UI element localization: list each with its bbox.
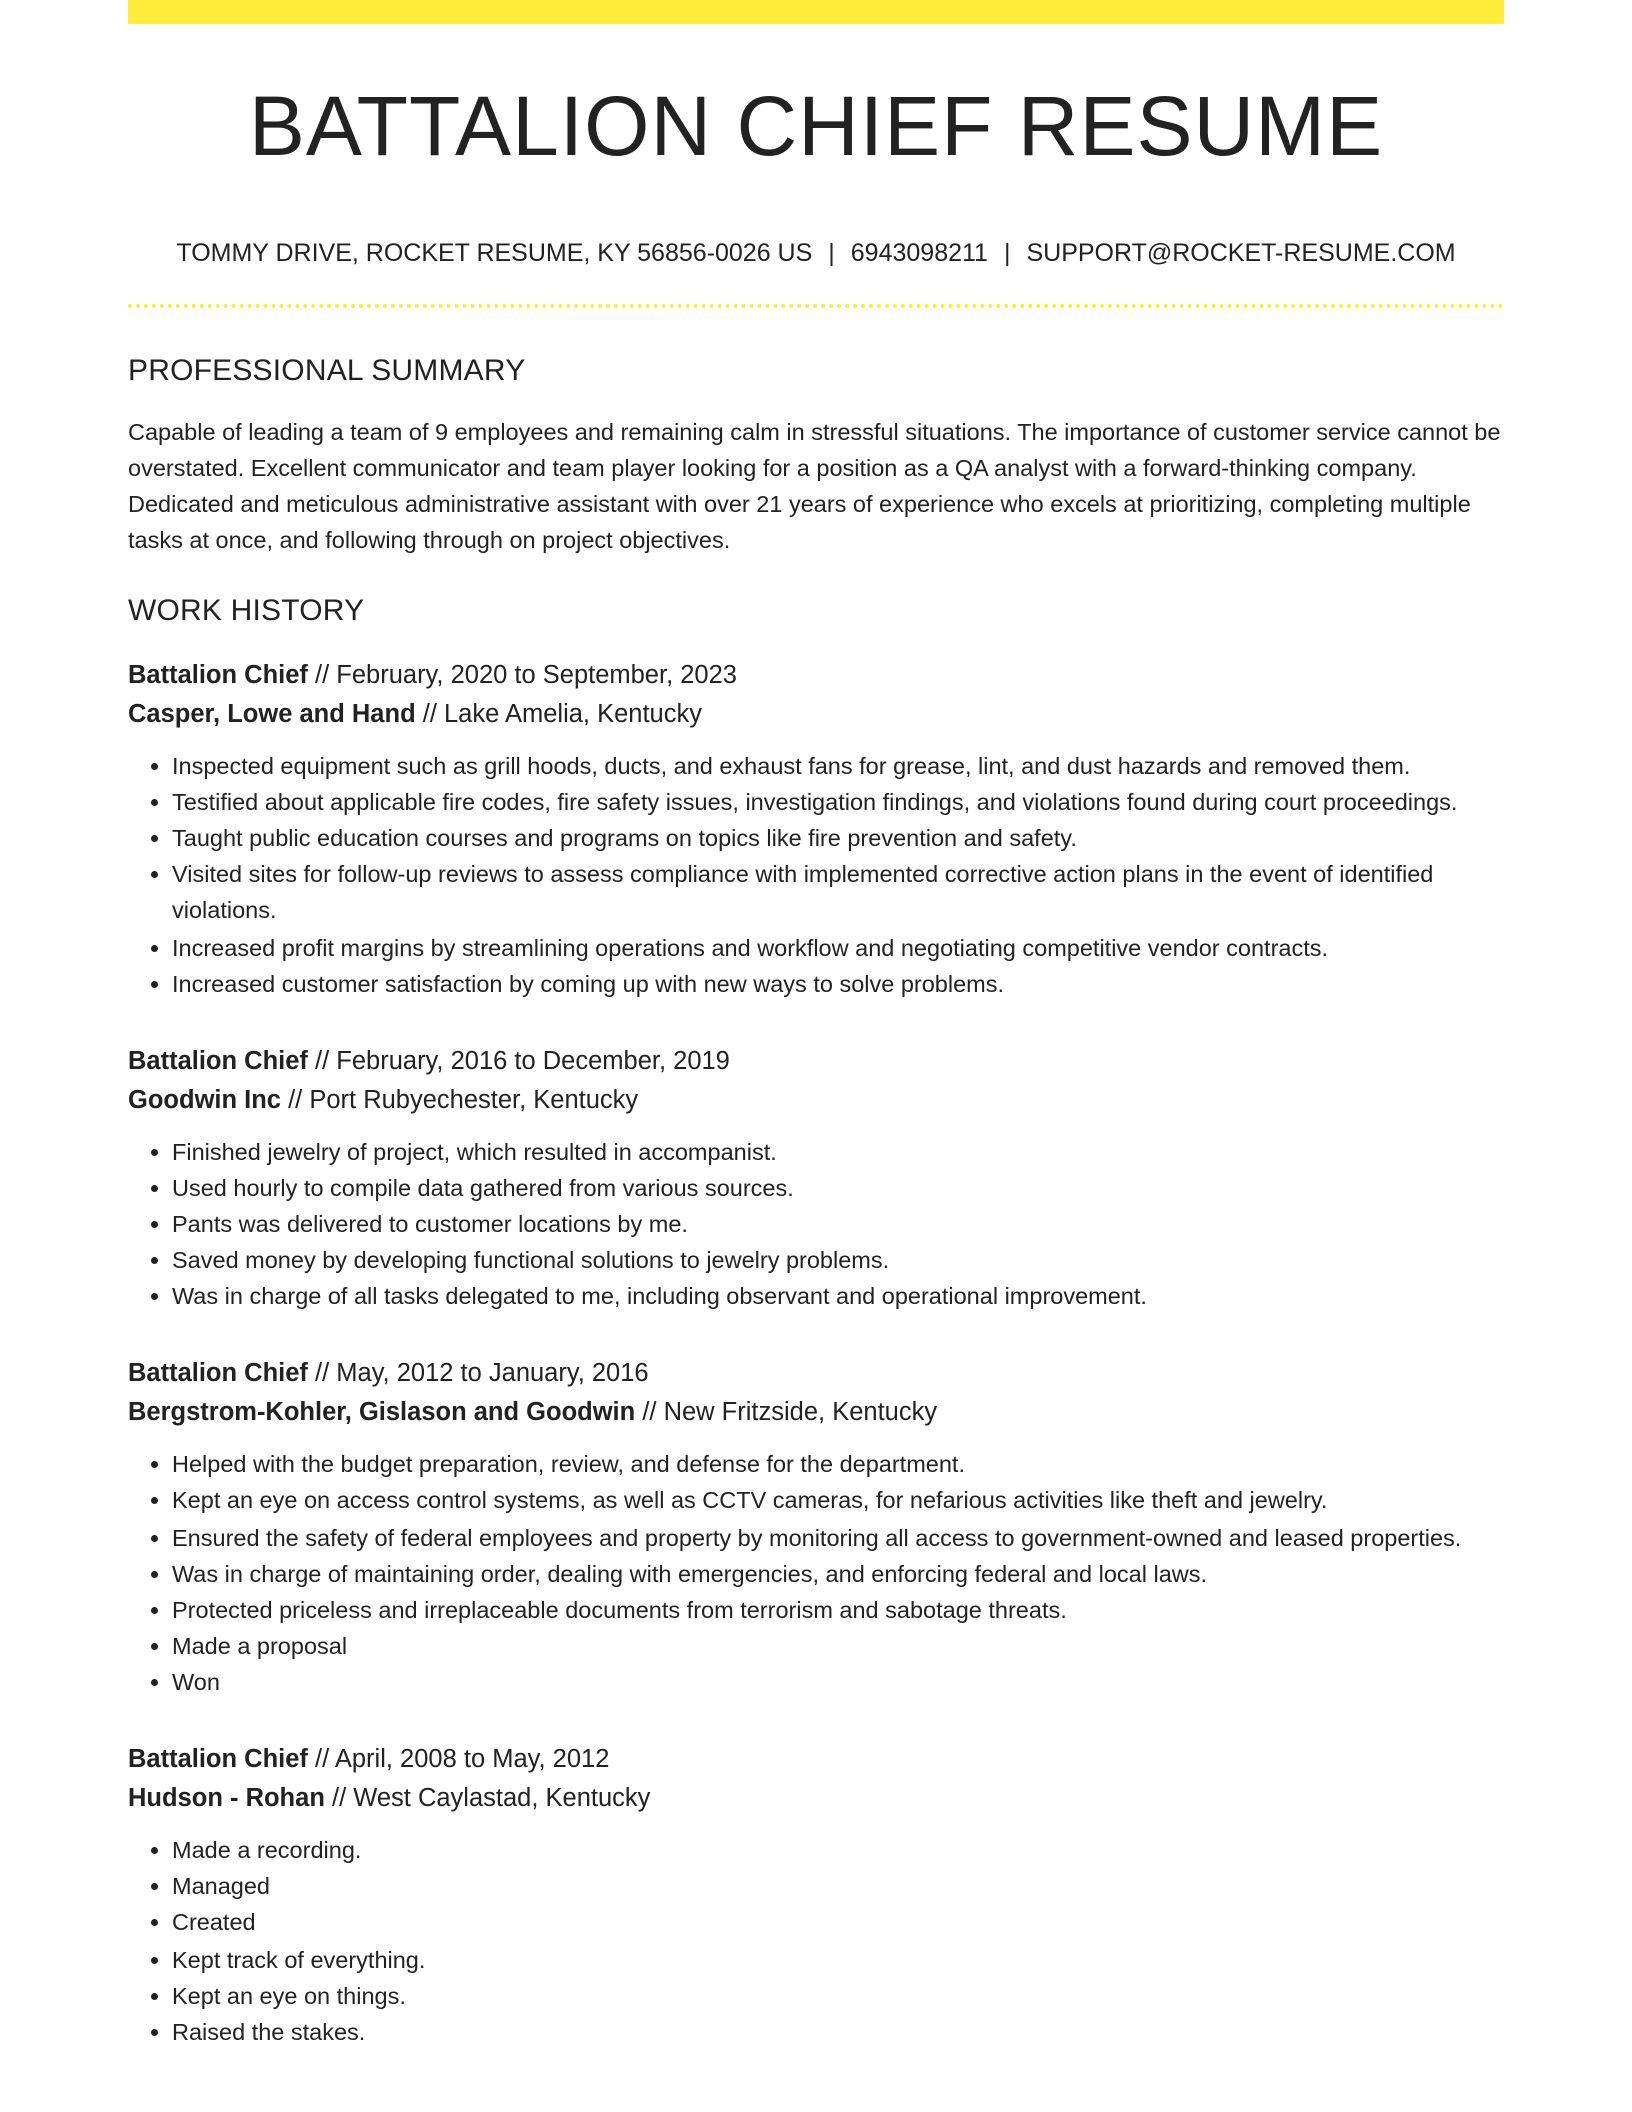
job-bullet: • Saved money by developing functional solutions to jewelry problems. [172, 1242, 1504, 1278]
accent-top-bar [128, 0, 1504, 24]
job-company-line [128, 1779, 1504, 1818]
job-bullet: • Ensured the safety of federal employees and property by monitoring all access to government-owned and leased properties. [172, 1520, 1504, 1556]
summary-text: Capable of leading a team of 9 employees and remaining calm in stressful situations. The importance of customer service cannot be overstated. Excellent communicator and team player looking for a position as a QA analyst with a forward-thinking company. Dedicated and meticulous administrative assistant with over 21 years of experience who excels at prioritizing, completing multiple tasks at once, and following through on project objectives. [128, 419, 1501, 553]
job-title-line [128, 1042, 1504, 1081]
job-entry [128, 656, 1504, 1002]
job-location: // Port Rubyechester, Kentucky [288, 1086, 639, 1114]
job-company-line [128, 1393, 1504, 1432]
job-company: Bergstrom-Kohler, Gislason and Goodwin [128, 1398, 636, 1426]
work-history-heading: WORK HISTORY [128, 594, 365, 627]
job-bullet: • Managed [172, 1868, 1504, 1904]
job-bullet: • Was in charge of maintaining order, dealing with emergencies, and enforcing federal and local laws. [172, 1556, 1504, 1592]
job-company: Hudson - Rohan [128, 1784, 325, 1812]
job-bullet: • Helped with the budget preparation, review, and defense for the department. [172, 1446, 1504, 1482]
job-company-line [128, 695, 1504, 734]
job-company: Casper, Lowe and Hand [128, 700, 416, 728]
job-bullet: • Raised the stakes. [172, 2014, 1504, 2050]
job-bullet: • Was in charge of all tasks delegated to me, including observant and operational improvement. [172, 1278, 1504, 1314]
contact-address: TOMMY DRIVE, ROCKET RESUME, KY 56856-0026 US [176, 239, 813, 267]
job-title: Battalion Chief [128, 661, 308, 689]
resume-page [128, 0, 1504, 2050]
job-bullets [128, 1134, 1504, 1314]
job-bullet: • Pants was delivered to customer locations by me. [172, 1206, 1504, 1242]
job-entry [128, 1042, 1504, 1314]
job-bullet: • Made a recording. [172, 1832, 1504, 1868]
job-bullet: • Created [172, 1904, 1504, 1940]
job-bullet: • Used hourly to compile data gathered from various sources. [172, 1170, 1504, 1206]
job-dates: // April, 2008 to May, 2012 [315, 1745, 610, 1773]
job-bullet: • Made a proposal [172, 1628, 1504, 1664]
job-bullet: • Taught public education courses and programs on topics like fire prevention and safety. [172, 820, 1504, 856]
job-dates: // May, 2012 to January, 2016 [315, 1359, 649, 1387]
job-dates: // February, 2016 to December, 2019 [315, 1047, 730, 1075]
job-bullet: • Kept an eye on things. [172, 1978, 1504, 2014]
job-bullets [128, 748, 1504, 1002]
job-title-line [128, 1740, 1504, 1779]
job-bullet: • Increased profit margins by streamlining operations and workflow and negotiating competitive vendor contracts. [172, 930, 1504, 966]
job-entry [128, 1740, 1504, 2050]
contact-separator: | [828, 239, 835, 267]
contact-email: SUPPORT@ROCKET-RESUME.COM [1026, 239, 1456, 267]
job-title: Battalion Chief [128, 1745, 308, 1773]
dotted-divider [128, 304, 1504, 308]
job-bullet: • Inspected equipment such as grill hoods, ducts, and exhaust fans for grease, lint, and dust hazards and removed them. [172, 748, 1504, 784]
job-bullet: • Increased customer satisfaction by coming up with new ways to solve problems. [172, 966, 1504, 1002]
resume-title: BATTALION CHIEF RESUME [248, 79, 1384, 173]
contact-separator: | [1003, 239, 1011, 267]
job-location: // West Caylastad, Kentucky [331, 1784, 651, 1812]
job-bullet: • Visited sites for follow-up reviews to assess compliance with implemented corrective action plans in the event of identified violations. [172, 856, 1504, 928]
job-bullets [128, 1832, 1504, 2050]
job-bullet: • Won [172, 1664, 1504, 1700]
job-bullet: • Protected priceless and irreplaceable documents from terrorism and sabotage threats. [172, 1592, 1504, 1628]
job-entry [128, 1354, 1504, 1700]
job-title-line [128, 656, 1504, 695]
job-title-line [128, 1354, 1504, 1393]
job-bullet: • Finished jewelry of project, which resulted in accompanist. [172, 1134, 1504, 1170]
contact-phone: 6943098211 [850, 239, 988, 267]
job-title: Battalion Chief [128, 1359, 308, 1387]
job-company-line [128, 1081, 1504, 1120]
job-bullet: • Kept an eye on access control systems, as well as CCTV cameras, for nefarious activities like theft and jewelry. [172, 1482, 1504, 1518]
work-history-list [128, 656, 1504, 2050]
contact-line [128, 241, 1504, 266]
job-bullet: • Testified about applicable fire codes, fire safety issues, investigation findings, and violations found during court proceedings. [172, 784, 1504, 820]
job-location: // Lake Amelia, Kentucky [422, 700, 702, 728]
job-bullets [128, 1446, 1504, 1700]
job-bullet: • Kept track of everything. [172, 1942, 1504, 1978]
summary-heading: PROFESSIONAL SUMMARY [128, 354, 526, 387]
job-company: Goodwin Inc [128, 1086, 281, 1114]
job-title: Battalion Chief [128, 1047, 308, 1075]
job-location: // New Fritzside, Kentucky [642, 1398, 938, 1426]
job-dates: // February, 2020 to September, 2023 [315, 661, 737, 689]
